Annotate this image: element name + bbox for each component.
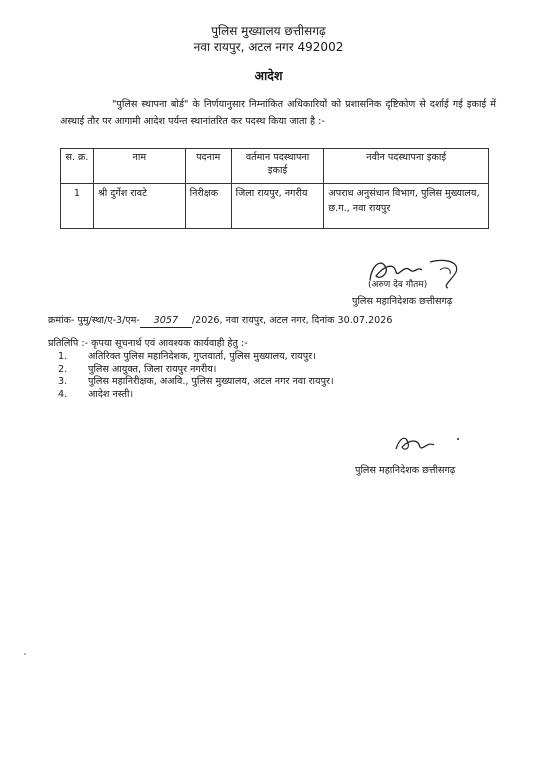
letterhead-address: नवा रायपुर, अटल नगर 492002 (193, 40, 344, 54)
list-item-number: 4. (58, 388, 68, 400)
list-item-text: पुलिस महानिरीक्षक, अअवि., पुलिस मुख्यालय, अटल नगर नवा रायपुर। (88, 376, 334, 388)
cell-serial: 1 (61, 184, 94, 229)
list-item-text: आदेश नस्ती। (88, 388, 134, 400)
cell-rank: निरीक्षक (185, 184, 231, 229)
signatory-name: (अरुण देव गौतम) (368, 280, 428, 290)
scan-speck (24, 653, 26, 655)
reference-line (48, 313, 392, 328)
footer-designation: पुलिस महानिदेशक छत्तीसगढ़ (355, 465, 456, 476)
reference-prefix: क्रमांक- पुमु/स्था/ए-3/एम- (48, 315, 140, 326)
list-item (58, 376, 334, 389)
order-paragraph-text: "पुलिस स्थापना बोर्ड" के निर्णयानुसार निम्नांकित अधिकारियों को प्रशासनिक दृष्टिकोण से दर्शाई गई इकाई में अस्थाई तौर पर आगामी आदेश पर्यन्त स्थानांतरित कर पदस्थ किया जाता है :- (60, 99, 497, 127)
list-item-text: पुलिस आयुक्त, जिला रायपुर नगरीय। (88, 363, 217, 375)
copy-to-heading: प्रतिलिपि :- कृपया सूचनार्थ एवं आवश्यक कार्यवाही हेतु :- (48, 338, 248, 349)
initial-mark (392, 433, 472, 455)
posting-table (60, 148, 489, 229)
list-item (58, 389, 334, 402)
cell-name: श्री दुर्गेश रावटे (93, 184, 185, 229)
copy-to-list (58, 351, 334, 401)
cell-current-posting: जिला रायपुर, नगरीय (231, 184, 324, 229)
table-header-row (61, 149, 489, 184)
cell-new-posting: अपराध अनुसंधान विभाग, पुलिस मुख्यालय, छ.ग., नवा रायपुर (324, 184, 489, 229)
list-item-number: 1. (58, 351, 68, 362)
header-name: नाम (93, 149, 185, 184)
order-title: आदेश (254, 68, 283, 83)
header-current-posting: वर्तमान पदस्थापना इकाई (231, 149, 324, 184)
letterhead-title: पुलिस मुख्यालय छत्तीसगढ़ (211, 24, 326, 38)
table-row (61, 184, 489, 229)
header-new-posting: नवीन पदस्थापना इकाई (324, 149, 489, 184)
header-rank: पदनाम (185, 149, 231, 184)
list-item-text: अतिरिक्त पुलिस महानिदेशक, गुप्तवार्ता, पुलिस मुख्यालय, रायपुर। (88, 351, 316, 362)
reference-suffix: /2026, नवा रायपुर, अटल नगर, दिनांक 30.07.2026 (191, 315, 393, 326)
list-item (58, 364, 334, 377)
list-item (58, 351, 334, 364)
signatory-designation: पुलिस महानिदेशक छत्तीसगढ़ (352, 296, 453, 307)
list-item-number: 3. (58, 376, 68, 388)
header-serial: स. क्र. (61, 149, 94, 184)
reference-number: 3057 (140, 315, 192, 328)
list-item-number: 2. (58, 363, 68, 375)
order-paragraph (60, 96, 496, 130)
